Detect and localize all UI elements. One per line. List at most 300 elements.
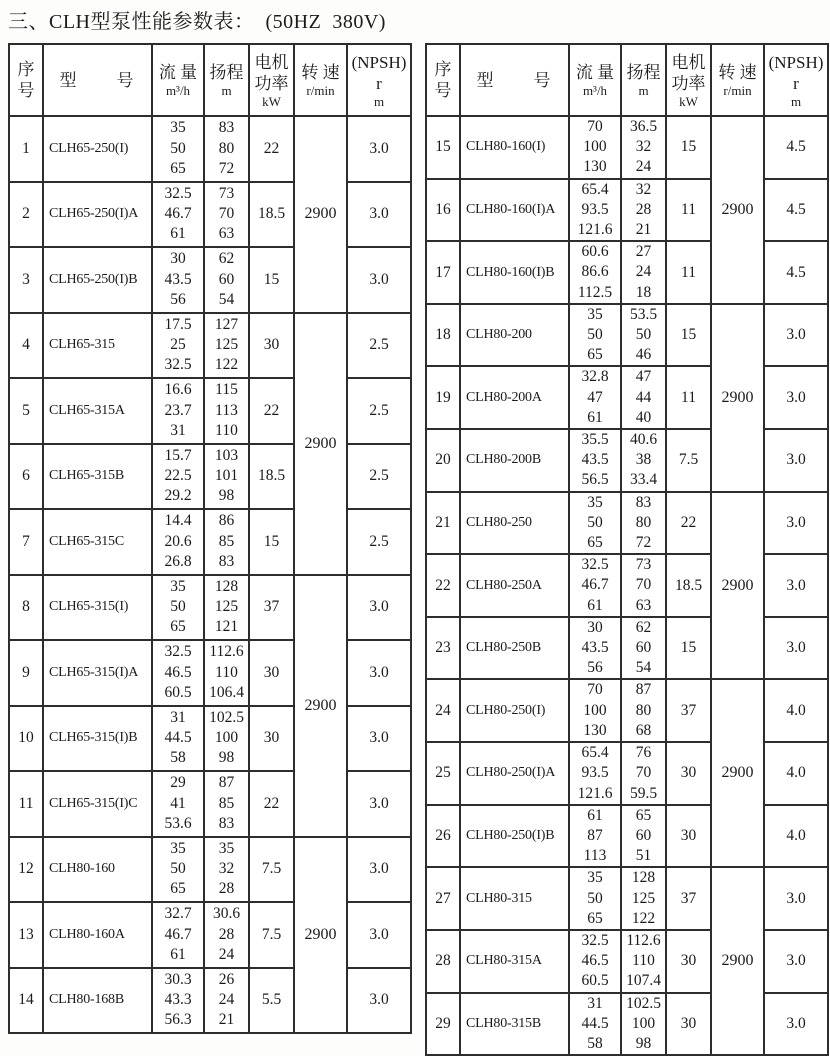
speed-cell: 2900	[711, 679, 764, 867]
flow-value: 35	[587, 305, 603, 323]
power-cell: 7.5	[666, 429, 711, 492]
col-header-index	[426, 44, 460, 116]
head-cell	[621, 179, 666, 242]
flow-value: 121.6	[577, 784, 613, 802]
table-row	[426, 930, 828, 993]
flow-value: 43.5	[164, 270, 192, 288]
head-value: 54	[218, 290, 235, 308]
flow-value: 20.6	[164, 532, 192, 550]
flow-value: 16.6	[164, 381, 192, 399]
table-row	[426, 867, 828, 930]
model-cell: CLH65-250(I)B	[43, 247, 152, 313]
model-cell: CLH65-315(I)A	[43, 640, 152, 706]
head-value: 83	[218, 119, 235, 137]
head-value: 24	[218, 991, 235, 1009]
head-cell	[204, 444, 249, 510]
head-value: 72	[635, 534, 652, 552]
power-cell: 7.5	[249, 837, 294, 903]
flow-cell	[569, 304, 621, 367]
head-value: 101	[214, 467, 239, 485]
row-index-cell: 12	[9, 837, 43, 903]
model-cell: CLH80-160(I)A	[460, 179, 569, 242]
speed-cell: 2900	[294, 837, 347, 1034]
row-index-cell: 23	[426, 617, 460, 680]
npsh-cell: 2.5	[347, 378, 411, 444]
col-header-unit: m	[638, 83, 649, 98]
power-cell: 15	[249, 247, 294, 313]
head-value: 85	[218, 532, 235, 550]
flow-cell	[152, 509, 204, 575]
flow-value: 112.5	[577, 283, 613, 301]
head-value: 113	[215, 401, 238, 419]
npsh-cell: 3.0	[764, 554, 828, 617]
flow-cell	[152, 444, 204, 510]
right-table-area	[425, 43, 829, 1056]
flow-value: 29	[170, 774, 186, 792]
row-index-cell: 1	[9, 116, 43, 182]
head-value: 70	[218, 205, 235, 223]
head-value: 100	[631, 1014, 656, 1032]
head-cell	[621, 679, 666, 742]
col-header-unit: m	[790, 93, 802, 109]
table-row	[9, 902, 411, 968]
col-header-label: 电机功率	[254, 52, 289, 93]
model-cell: CLH65-250(I)A	[43, 182, 152, 248]
row-index-cell: 7	[9, 509, 43, 575]
table-row	[426, 742, 828, 805]
row-index-cell: 10	[9, 706, 43, 772]
flow-value: 50	[170, 860, 186, 878]
flow-value: 60.5	[581, 972, 609, 990]
flow-value: 35	[170, 839, 186, 857]
power-cell: 18.5	[666, 554, 711, 617]
power-cell: 22	[249, 116, 294, 182]
head-value: 21	[218, 1011, 235, 1029]
model-cell: CLH80-200B	[460, 429, 569, 492]
table-row	[426, 179, 828, 242]
flow-value: 30	[587, 618, 603, 636]
table-row	[9, 509, 411, 575]
flow-value: 32.5	[164, 184, 192, 202]
flow-cell	[569, 867, 621, 930]
flow-value: 15.7	[164, 446, 192, 464]
head-value: 44	[635, 388, 652, 406]
flow-cell	[569, 617, 621, 680]
head-value: 47	[635, 368, 652, 386]
head-value: 33.4	[629, 471, 658, 489]
flow-cell	[152, 575, 204, 641]
model-cell: CLH65-250(I)	[43, 116, 152, 182]
npsh-cell: 3.0	[764, 366, 828, 429]
col-header-unit: m	[221, 83, 232, 98]
flow-cell	[569, 742, 621, 805]
power-cell: 11	[666, 179, 711, 242]
col-header-label: 型 号	[476, 70, 553, 90]
head-value: 32	[635, 138, 652, 156]
flow-value: 30	[170, 250, 186, 268]
pump-table-right	[425, 43, 829, 1056]
head-value: 80	[635, 701, 652, 719]
flow-cell	[569, 554, 621, 617]
head-value: 125	[214, 598, 239, 616]
head-cell	[621, 805, 666, 868]
table-row	[426, 429, 828, 492]
row-index-cell: 8	[9, 575, 43, 641]
head-cell	[204, 968, 249, 1034]
head-value: 125	[631, 889, 656, 907]
npsh-cell: 3.0	[347, 575, 411, 641]
power-cell: 37	[249, 575, 294, 641]
flow-cell	[569, 679, 621, 742]
head-value: 63	[218, 225, 235, 243]
flow-cell	[152, 378, 204, 444]
flow-value: 14.4	[164, 512, 192, 530]
head-value: 26	[218, 970, 235, 988]
row-index-cell: 5	[9, 378, 43, 444]
model-cell: CLH80-160A	[43, 902, 152, 968]
flow-value: 61	[170, 945, 186, 963]
power-cell: 15	[666, 304, 711, 367]
head-value: 24	[635, 158, 652, 176]
power-cell: 30	[666, 805, 711, 868]
table-row	[426, 366, 828, 429]
col-header-label: 电机功率	[671, 52, 706, 93]
power-cell: 22	[249, 771, 294, 837]
head-value: 106.4	[209, 683, 244, 701]
flow-value: 113	[583, 847, 607, 865]
table-row	[9, 706, 411, 772]
flow-value: 56	[587, 659, 603, 677]
flow-cell	[152, 902, 204, 968]
row-index-cell: 14	[9, 968, 43, 1034]
model-cell: CLH80-315B	[460, 993, 569, 1056]
npsh-cell: 4.0	[764, 742, 828, 805]
table-row	[426, 492, 828, 555]
model-cell: CLH65-315(I)C	[43, 771, 152, 837]
flow-value: 86.6	[581, 263, 609, 281]
head-cell	[621, 304, 666, 367]
col-header-label: 序号	[434, 60, 452, 100]
flow-value: 46.7	[164, 205, 192, 223]
row-index-cell: 27	[426, 867, 460, 930]
model-cell: CLH65-315(I)	[43, 575, 152, 641]
flow-value: 61	[587, 806, 603, 824]
head-cell	[204, 509, 249, 575]
head-value: 110	[215, 421, 238, 439]
flow-value: 23.7	[164, 401, 192, 419]
head-cell	[204, 640, 249, 706]
flow-cell	[152, 313, 204, 379]
power-cell: 37	[666, 679, 711, 742]
npsh-cell: 3.0	[764, 930, 828, 993]
col-header-unit: m	[373, 93, 385, 109]
col-header-unit: r/min	[306, 83, 335, 98]
head-value: 112.6	[626, 931, 661, 949]
flow-value: 50	[170, 139, 186, 157]
head-value: 122	[631, 909, 656, 927]
model-cell: CLH80-250(I)A	[460, 742, 569, 805]
head-cell	[621, 993, 666, 1056]
flow-value: 32.5	[164, 356, 192, 374]
head-value: 112.6	[209, 643, 244, 661]
row-index-cell: 22	[426, 554, 460, 617]
head-value: 115	[215, 381, 238, 399]
row-index-cell: 29	[426, 993, 460, 1056]
head-value: 128	[214, 577, 239, 595]
head-value: 125	[214, 336, 239, 354]
power-cell: 11	[666, 241, 711, 304]
head-cell	[621, 241, 666, 304]
power-cell: 15	[666, 116, 711, 179]
head-value: 103	[214, 446, 239, 464]
row-index-cell: 15	[426, 116, 460, 179]
flow-cell	[569, 241, 621, 304]
col-header-unit: m³/h	[582, 83, 608, 98]
head-value: 98	[218, 749, 235, 767]
npsh-cell: 3.0	[764, 492, 828, 555]
flow-value: 46.5	[581, 952, 609, 970]
flow-value: 65	[170, 880, 186, 898]
head-cell	[204, 378, 249, 444]
flow-value: 56.3	[164, 1011, 192, 1029]
col-header-power	[249, 44, 294, 116]
power-cell: 7.5	[249, 902, 294, 968]
col-header-label: 型 号	[59, 70, 136, 90]
col-header-speed	[711, 44, 764, 116]
head-cell	[204, 575, 249, 641]
head-value: 38	[635, 451, 652, 469]
row-index-cell: 20	[426, 429, 460, 492]
power-cell: 30	[666, 930, 711, 993]
head-value: 87	[218, 774, 235, 792]
flow-cell	[569, 366, 621, 429]
col-header-label: 扬程	[626, 63, 661, 82]
flow-value: 65	[587, 909, 603, 927]
head-value: 121	[214, 618, 239, 636]
head-value: 62	[218, 250, 235, 268]
flow-value: 50	[587, 889, 603, 907]
flow-cell	[569, 930, 621, 993]
row-index-cell: 26	[426, 805, 460, 868]
npsh-cell: 3.0	[764, 617, 828, 680]
power-cell: 18.5	[249, 444, 294, 510]
flow-value: 43.3	[164, 991, 192, 1009]
col-header-model	[43, 44, 152, 116]
flow-cell	[569, 116, 621, 179]
flow-value: 35.5	[581, 431, 609, 449]
flow-value: 26.8	[164, 552, 192, 570]
power-cell: 22	[249, 378, 294, 444]
flow-value: 43.5	[581, 639, 609, 657]
col-header-label: 转 速	[718, 63, 757, 82]
head-value: 18	[635, 283, 652, 301]
npsh-cell: 2.5	[347, 313, 411, 379]
col-header-unit: kW	[262, 93, 281, 109]
npsh-cell: 4.5	[764, 241, 828, 304]
power-cell: 30	[249, 313, 294, 379]
flow-value: 43.5	[581, 451, 609, 469]
npsh-cell: 3.0	[347, 116, 411, 182]
flow-value: 61	[170, 225, 186, 243]
npsh-cell: 3.0	[764, 429, 828, 492]
col-header-label: 流 量	[575, 63, 615, 82]
npsh-cell: 3.0	[347, 247, 411, 313]
head-cell	[204, 182, 249, 248]
table-row	[9, 247, 411, 313]
page-title: 三、CLH型泵性能参数表： (50HZ 380V)	[8, 11, 386, 33]
table-row	[426, 304, 828, 367]
flow-cell	[152, 182, 204, 248]
head-value: 122	[214, 356, 239, 374]
head-value: 65	[635, 806, 652, 824]
head-value: 70	[635, 576, 652, 594]
head-value: 70	[635, 764, 652, 782]
head-cell	[621, 429, 666, 492]
head-value: 50	[635, 326, 652, 344]
flow-value: 60.5	[164, 683, 192, 701]
flow-cell	[569, 492, 621, 555]
col-header-unit: r/min	[723, 83, 752, 98]
flow-cell	[152, 771, 204, 837]
head-value: 102.5	[626, 994, 661, 1012]
col-header-label: (NPSH)r	[351, 52, 407, 93]
power-cell: 11	[666, 366, 711, 429]
flow-value: 35	[170, 119, 186, 137]
flow-cell	[152, 706, 204, 772]
flow-value: 70	[587, 681, 603, 699]
head-value: 73	[218, 184, 235, 202]
head-cell	[204, 116, 249, 182]
col-header-unit: m³/h	[165, 83, 191, 98]
speed-cell: 2900	[294, 313, 347, 575]
tables-container	[0, 43, 830, 1056]
head-value: 110	[215, 663, 238, 681]
npsh-cell: 4.5	[764, 179, 828, 242]
flow-value: 50	[587, 326, 603, 344]
flow-value: 44.5	[581, 1014, 609, 1032]
flow-value: 46.5	[164, 663, 192, 681]
flow-value: 87	[587, 826, 603, 844]
head-value: 28	[635, 200, 652, 218]
row-index-cell: 3	[9, 247, 43, 313]
npsh-cell: 3.0	[347, 837, 411, 903]
col-header-npsh	[347, 44, 411, 116]
head-value: 30.6	[212, 905, 241, 923]
flow-value: 46.7	[164, 925, 192, 943]
flow-value: 35	[170, 577, 186, 595]
head-value: 98	[635, 1034, 652, 1052]
model-cell: CLH65-315A	[43, 378, 152, 444]
flow-value: 46.7	[581, 576, 609, 594]
pump-table-left	[8, 43, 412, 1034]
head-value: 127	[214, 315, 239, 333]
flow-value: 32.7	[164, 905, 192, 923]
flow-value: 100	[583, 138, 607, 156]
head-value: 80	[218, 139, 235, 157]
table-row	[9, 837, 411, 903]
flow-value: 65	[587, 346, 603, 364]
model-cell: CLH65-315B	[43, 444, 152, 510]
col-header-index	[9, 44, 43, 116]
head-value: 24	[218, 945, 235, 963]
power-cell: 22	[666, 492, 711, 555]
power-cell: 15	[249, 509, 294, 575]
speed-cell: 2900	[711, 304, 764, 492]
flow-value: 50	[587, 513, 603, 531]
head-cell	[204, 247, 249, 313]
power-cell: 30	[666, 742, 711, 805]
power-cell: 30	[249, 706, 294, 772]
head-value: 54	[635, 659, 652, 677]
head-cell	[204, 837, 249, 903]
flow-value: 29.2	[164, 487, 192, 505]
head-cell	[621, 617, 666, 680]
row-index-cell: 16	[426, 179, 460, 242]
row-index-cell: 6	[9, 444, 43, 510]
table-row	[9, 640, 411, 706]
flow-value: 58	[170, 749, 186, 767]
table-row	[426, 805, 828, 868]
flow-value: 47	[587, 388, 603, 406]
flow-value: 56.5	[581, 471, 609, 489]
row-index-cell: 13	[9, 902, 43, 968]
flow-value: 35	[587, 869, 603, 887]
speed-cell: 2900	[294, 116, 347, 313]
flow-value: 31	[170, 421, 186, 439]
head-value: 32	[635, 180, 652, 198]
flow-value: 56	[170, 290, 186, 308]
flow-cell	[152, 968, 204, 1034]
model-cell: CLH80-250	[460, 492, 569, 555]
col-header-label: 扬程	[209, 63, 244, 82]
flow-value: 25	[170, 336, 186, 354]
model-cell: CLH80-168B	[43, 968, 152, 1034]
head-value: 62	[635, 618, 652, 636]
flow-value: 121.6	[577, 221, 613, 239]
flow-value: 32.5	[581, 556, 609, 574]
head-value: 128	[631, 869, 656, 887]
head-value: 51	[635, 847, 652, 865]
power-cell: 18.5	[249, 182, 294, 248]
head-value: 46	[635, 346, 652, 364]
npsh-cell: 3.0	[764, 993, 828, 1056]
flow-value: 65.4	[581, 744, 609, 762]
table-row	[9, 444, 411, 510]
npsh-cell: 2.5	[347, 444, 411, 510]
head-value: 53.5	[629, 305, 658, 323]
flow-value: 93.5	[581, 200, 609, 218]
flow-value: 22.5	[164, 467, 192, 485]
npsh-cell: 4.0	[764, 805, 828, 868]
head-value: 27	[635, 243, 652, 261]
head-cell	[621, 366, 666, 429]
head-value: 83	[218, 552, 235, 570]
flow-value: 65	[170, 159, 186, 177]
flow-value: 93.5	[581, 764, 609, 782]
flow-cell	[569, 179, 621, 242]
speed-cell: 2900	[711, 492, 764, 680]
npsh-cell: 2.5	[347, 509, 411, 575]
head-value: 40.6	[629, 431, 658, 449]
model-cell: CLH80-250B	[460, 617, 569, 680]
flow-value: 32.5	[164, 643, 192, 661]
head-value: 76	[635, 744, 652, 762]
model-cell: CLH80-200A	[460, 366, 569, 429]
col-header-unit: kW	[679, 93, 698, 109]
model-cell: CLH80-315A	[460, 930, 569, 993]
header-row	[426, 44, 828, 116]
row-index-cell: 17	[426, 241, 460, 304]
